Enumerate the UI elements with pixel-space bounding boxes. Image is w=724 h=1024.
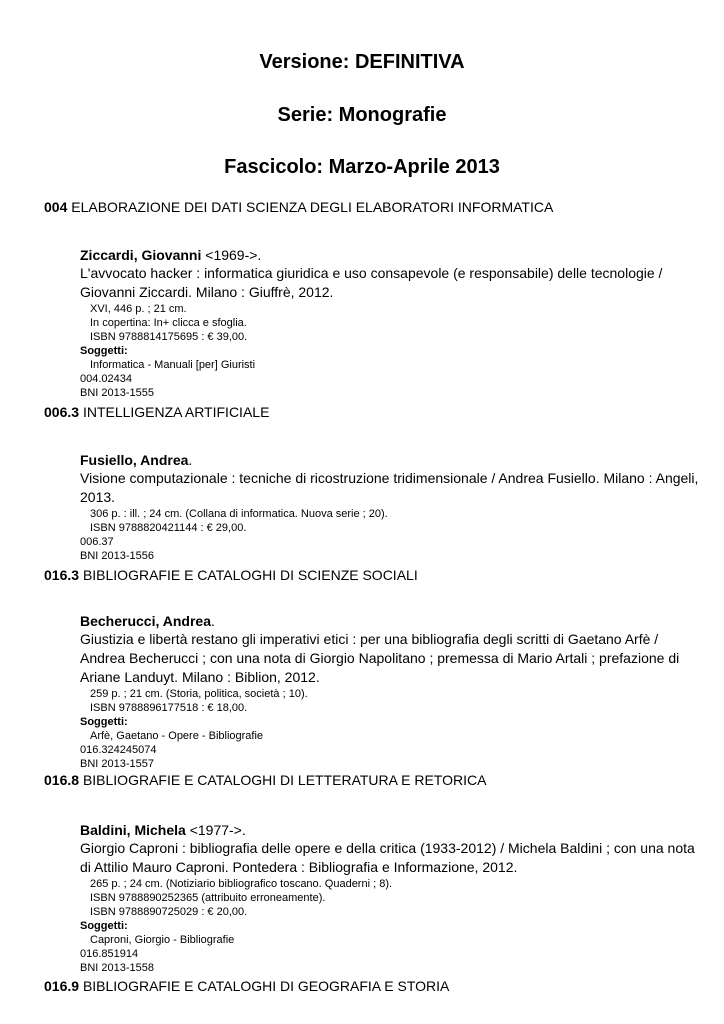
entry-title: Giorgio Caproni : bibliografia delle opere e della critica (1933-2012) / Michela Baldini ; con una nota di Attilio Mauro Caproni. Pontedera : Bibliografia e Informazione, 2012. (80, 840, 695, 875)
author-suffix: <1969->. (201, 247, 262, 263)
author-suffix: . (210, 613, 215, 629)
entry-detail: ISBN 9788820421144 : € 29,00. (90, 522, 247, 534)
subject-item: Caproni, Giorgio - Bibliografie (90, 934, 235, 946)
bni-number: BNI 2013-1555 (80, 387, 154, 399)
section-code: 016.9 (44, 978, 80, 994)
section-code: 006.3 (44, 404, 80, 420)
section-name: BIBLIOGRAFIE E CATALOGHI DI SCIENZE SOCIALI (82, 567, 418, 583)
entry-author (80, 451, 700, 469)
bni-number: BNI 2013-1558 (80, 962, 154, 974)
section-name: INTELLIGENZA ARTIFICIALE (82, 404, 270, 420)
bni-number: BNI 2013-1556 (80, 550, 154, 562)
author-name: Ziccardi, Giovanni (80, 247, 202, 263)
subjects-label: Soggetti: (80, 920, 128, 932)
section-code: 004 (44, 199, 68, 215)
bibliographic-entry (80, 612, 700, 771)
section-heading (44, 567, 418, 583)
entry-detail: ISBN 9788890725029 : € 20,00. (90, 906, 248, 918)
subjects-label: Soggetti: (80, 345, 128, 357)
subject-item: Informatica - Manuali [per] Giuristi (90, 359, 256, 371)
section-heading (44, 772, 486, 788)
entry-detail: XVI, 446 p. ; 21 cm. (90, 303, 187, 315)
author-name: Baldini, Michela (80, 822, 186, 838)
entry-author (80, 612, 700, 630)
entry-author (80, 246, 700, 264)
entry-title: Giustizia e libertà restano gli imperativi etici : per una bibliografia degli scritti di Gaetano Arfè / Andrea Becherucci ; con una nota di Giorgio Napolitano ; premessa di Mario Artali ; prefazione di Ariane Landuyt. Milano : Biblion, 2012. (80, 631, 680, 685)
entry-title: L'avvocato hacker : informatica giuridica e uso consapevole (e responsabile) delle tecnologie / Giovanni Ziccardi. Milano : Giuffrè, 2012. (80, 265, 663, 300)
issue-heading: Fascicolo: Marzo-Aprile 2013 (224, 156, 500, 178)
author-suffix: . (188, 452, 193, 468)
subject-item: Arfè, Gaetano - Opere - Bibliografie (90, 730, 264, 742)
author-suffix: <1977->. (185, 822, 246, 838)
section-heading (44, 199, 553, 215)
section-name: BIBLIOGRAFIE E CATALOGHI DI LETTERATURA E RETORICA (82, 772, 487, 788)
entry-detail: ISBN 9788890252365 (attribuito erroneamente). (90, 892, 326, 904)
series-heading: Serie: Monografie (277, 104, 447, 126)
section-name: ELABORAZIONE DEI DATI SCIENZA DEGLI ELABORATORI INFORMATICA (71, 199, 554, 215)
bibliographic-entry (80, 821, 700, 975)
author-name: Becherucci, Andrea (80, 613, 211, 629)
entry-detail: ISBN 9788814175695 : € 39,00. (90, 331, 248, 343)
classification: 016.851914 (80, 948, 139, 960)
entry-detail: 265 p. ; 24 cm. (Notiziario bibliografico toscano. Quaderni ; 8). (90, 878, 393, 890)
author-name: Fusiello, Andrea (80, 452, 189, 468)
bibliographic-entry (80, 451, 700, 563)
subjects-label: Soggetti: (80, 716, 128, 728)
section-heading (44, 978, 449, 994)
classification: 004.02434 (80, 373, 132, 385)
bibliographic-entry (80, 246, 700, 400)
entry-title: Visione computazionale : tecniche di ricostruzione tridimensionale / Andrea Fusiello. Milano : Angeli, 2013. (80, 470, 699, 505)
entry-detail: 259 p. ; 21 cm. (Storia, politica, società ; 10). (90, 688, 308, 700)
entry-author (80, 821, 700, 839)
classification: 016.324245074 (80, 744, 157, 756)
section-name: BIBLIOGRAFIE E CATALOGHI DI GEOGRAFIA E STORIA (82, 978, 450, 994)
entry-detail: 306 p. : ill. ; 24 cm. (Collana di informatica. Nuova serie ; 20). (90, 508, 388, 520)
entry-detail: ISBN 9788896177518 : € 18,00. (90, 702, 248, 714)
section-code: 016.8 (44, 772, 80, 788)
section-code: 016.3 (44, 567, 80, 583)
version-heading: Versione: DEFINITIVA (259, 51, 465, 73)
section-heading (44, 404, 269, 420)
bni-number: BNI 2013-1557 (80, 758, 154, 770)
entry-detail: In copertina: In+ clicca e sfoglia. (90, 317, 247, 329)
classification: 006.37 (80, 536, 114, 548)
